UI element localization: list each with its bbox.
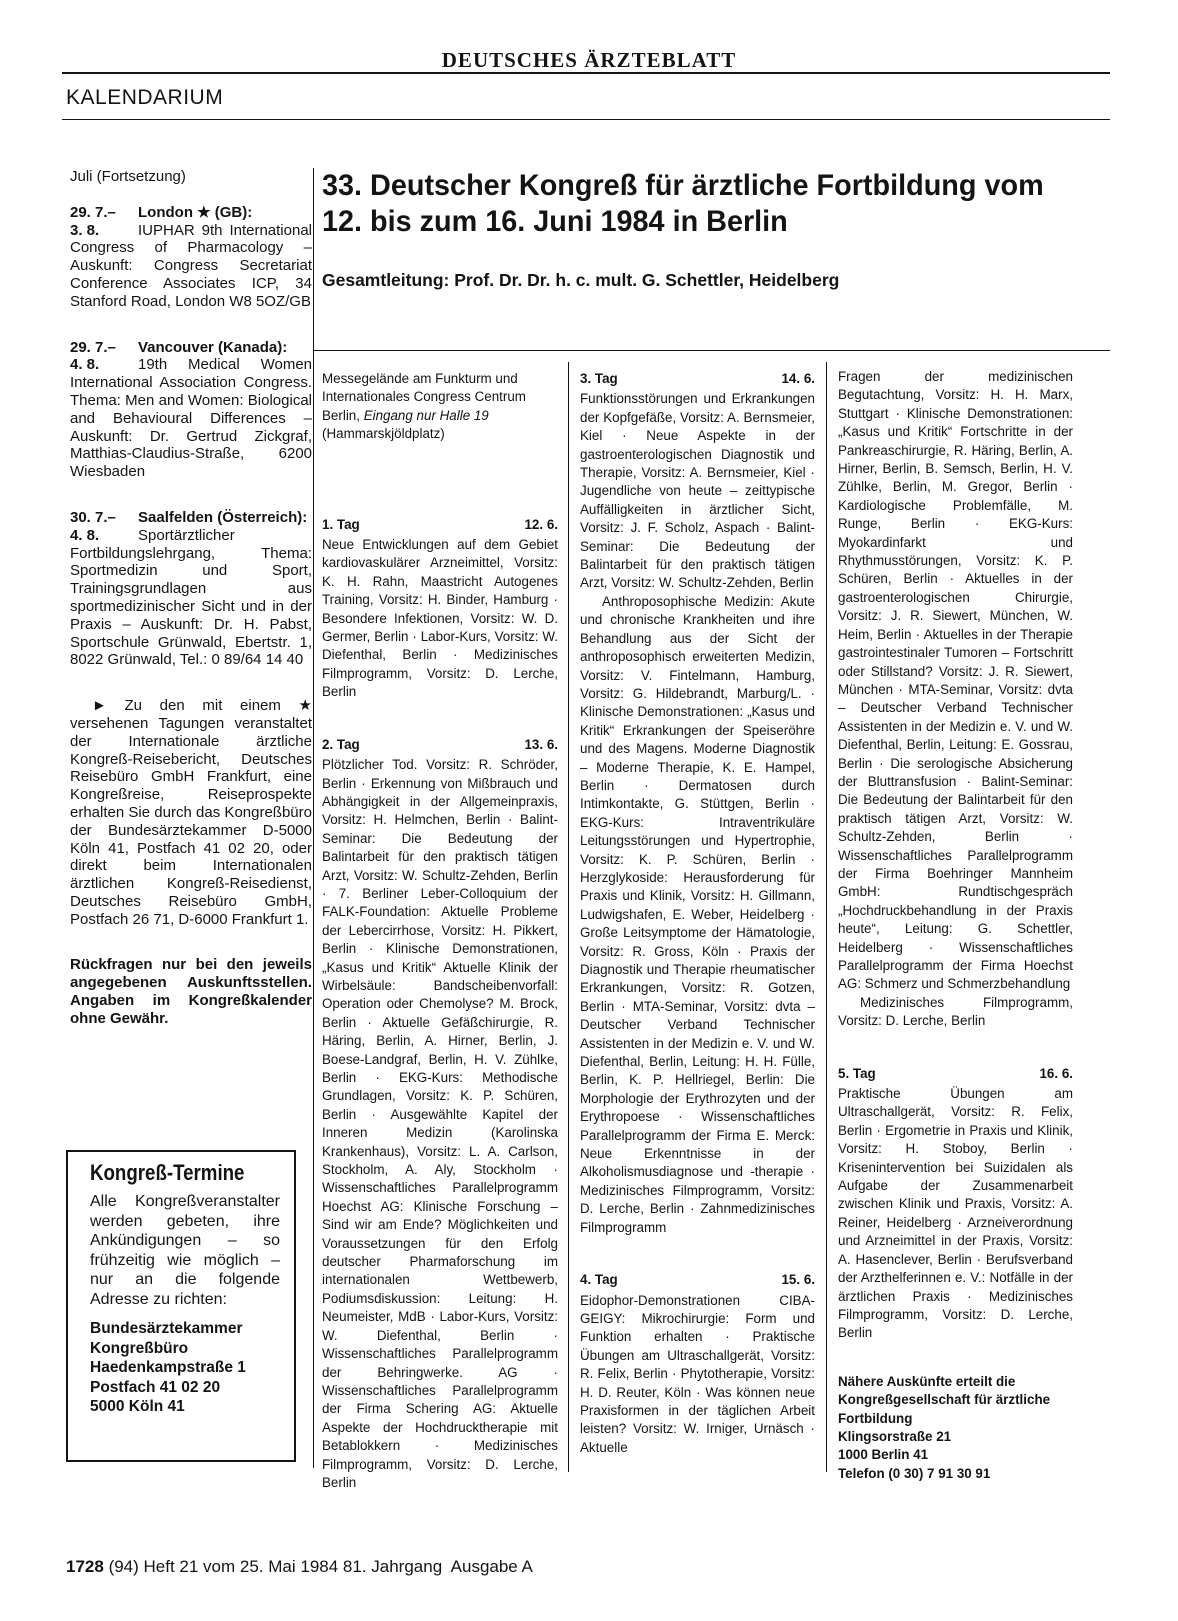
venue-line: Messegelände am Funkturm und Internationales Congress Centrum Berlin, (322, 371, 526, 423)
event-text: IUPHAR 9th International Congress of Pharmacology – Auskunft: Congress Secretariat Conference Associates ICP, 34 Stanford Road, London W8 5OZ/GB (70, 221, 312, 310)
day-label: 5. Tag (838, 1065, 876, 1081)
day-4 (580, 1271, 815, 1457)
address-line: Postfach 41 02 20 (90, 1378, 221, 1396)
event-city: Vancouver (Kanada): (138, 338, 288, 356)
section-title: KALENDARIUM (66, 86, 224, 109)
venue-text (322, 370, 558, 444)
contact-line: 1000 Berlin 41 (838, 1447, 929, 1463)
page-footer (66, 1557, 533, 1577)
day-1 (322, 516, 558, 702)
contact-block (838, 1373, 1073, 1483)
article-subline: Gesamtleitung: Prof. Dr. Dr. h. c. mult. G. Schettler, Heidelberg (322, 270, 840, 290)
address-line: 5000 Köln 41 (90, 1398, 185, 1415)
event-text: Sportärztlicher Fortbildungslehrgang, Thema: Sportmedizin und Sport, Trainingsgrundlagen aus sportmedizinischer Sicht und in der Praxis – Auskunft: Dr. H. Pabst, Sportschule Grünwald, Ebertstr. 1, 8022 Grünwald, Tel.: 0 89/64 14 40 (70, 526, 312, 669)
day-text: Praktische Übungen am Ultraschallgerät, Vorsitz: R. Felix, Berlin · Ergometrie in Praxis und Klinik, Vorsitz: H. Stoboy, Berlin · Krisenintervention bei Suizidalen als Aufgabe der Zusammenarbeit zwischen Klinik und Praxis, Vorsitz: A. Reiner, Heidelberg · Arzneiverordnung und Arzneimittel in der Praxis, Vorsitz: A. Hasenclever, Berlin · Berufsverband der Arzthelferinnen e. V.: Notfälle in der ärztlichen Praxis · Medizinisches Filmprogramm, Vorsitz: D. Lerche, Berlin (838, 1086, 1073, 1341)
day-3 (580, 370, 815, 1237)
contact-line: Klingsorstraße 21 (838, 1428, 952, 1444)
day-date: 12. 6. (524, 516, 558, 532)
day-text-continued: Anthroposophische Medizin: Akute und chronische Krankheiten und ihre Behandlung aus der Sicht der anthroposophisch erweiterten Medizin, Vorsitz: V. Fintelmann, Hamburg, Vorsitz: G. Hildebrandt, Marburg/L. · Klinische Demonstrationen: „Kasus und Kritik“ Erkrankungen der Speiseröhre und des Magens. Moderne Diagnostik – Moderne Therapie, K. E. Hampel, Berlin · Dermatosen durch Intimkontakte, G. Stüttgen, Berlin · EKG-Kurs: Intraventrikuläre Leitungsstörungen und Hypertrophie, Vorsitz: K. P. Schüren, Berlin · Herzglykoside: Herausforderung für Praxis und Klinik, Vorsitz: H. Gillmann, Ludwigshafen, E. Weber, Heidelberg · Große Leitsymptome der Hämatologie, Vorsitz: R. Gross, Köln · Praxis der Diagnostik und Therapie rheumatischer Erkrankungen, Vorsitz: R. Gotzen, Berlin · MTA-Seminar, Vorsitz: dvta – Deutscher Verband Technischer Assistenten in der Medizin e. V. und W. Diefenthal, Berlin, Leitung: H. H. Fülle, Berlin, K. P. Hellriegel, Berlin: Die Morphologie der Erythrozyten und der Erythropoese · Wissenschaftliches Parallelprogramm der Firma E. Merck: Neue Erkenntnisse in der Alkoholismusdiagnose und -therapie · Medizinisches Filmprogramm, Vorsitz: D. Lerche, Berlin · Zahnmedizinisches Filmprogramm (580, 593, 815, 1235)
day-label: 4. Tag (580, 1272, 618, 1288)
day-2 (322, 736, 558, 1493)
divider-col1 (568, 362, 569, 1472)
article-headline: 33. Deutscher Kongreß für ärztliche Fortbildung vom 12. bis zum 16. Juni 1984 in Berlin (322, 169, 1044, 238)
day-text: Plötzlicher Tod. Vorsitz: R. Schröder, Berlin · Erkennung von Mißbrauch und Abhängigkeit in der Allgemeinpraxis, Vorsitz: H. Helmchen, Berlin · Balint-Seminar: Die Bedeutung der Balintarbeit für den praktisch tätigen Arzt, Vorsitz: W. Schultz-Zehden, Berlin · 7. Berliner Leber-Colloquium der FALK-Foundation: Aktuelle Probleme der Lebercirrhose, Vorsitz: H. Pikkert, Berlin · Klinische Demonstrationen, „Kasus und Kritik“ Aktuelle Klinik der Wirbelsäule: Bandscheibenvorfall: Operation oder Chemolyse? M. Brock, Berlin · Aktuelle Gefäßchirurgie, R. Häring, Berlin, A. Hirner, Berlin, J. Boese-Landgraf, Berlin, H. V. Zühlke, Berlin · EKG-Kurs: Methodische Grundlagen, Vorsitz: K. P. Schüren, Berlin · Ausgewählte Kapitel der Inneren Medizin (Karolinska Krankenhaus), Vorsitz: L. A. Carlson, Stockholm, A. Aly, Stockholm · Wissenschaftliches Parallelprogramm Hoechst AG: Klinische Forschung – Sind wir am Ende? Möglichkeiten und Voraussetzungen für den Erfolg deutscher Pharmaforschung im internationalen Wettbewerb, Podiumsdiskussion: Leitung: H. Neumeister, MdB · Labor-Kurs, Vorsitz: W. Diefenthal, Berlin · Wissenschaftliches Parallelprogramm der Behringwerke. AG · Wissenschaftliches Parallelprogramm der Firma Schering AG: Aktuelle Aspekte der Hochdrucktherapie mit Betablokkern · Medizinisches Filmprogramm, Vorsitz: D. Lerche, Berlin (322, 757, 558, 1490)
day-date: 16. 6. (1039, 1065, 1073, 1081)
day-4-continued: Fragen der medizinischen Begutachtung, Vorsitz: H. H. Marx, Stuttgart · Klinische Demonstrationen: „Kasus und Kritik“ Fortschritte in der Pankreaschirurgie, R. Häring, Berlin, A. Hirner, Berlin, B. Semsch, Berlin, H. V. Zühlke, Berlin, M. Gregor, Berlin · Kardiologische Problemfälle, M. Runge, Berlin · EKG-Kurs: Myokardinfarkt und Rhythmusstörungen, Vorsitz: K. P. Schüren, Berlin · Aktuelles in der gastroenterologischen Chirurgie, Vorsitz: J. R. Siewert, München, W. Heim, Berlin · Aktuelles in der Therapie gastrointestinaler Tumoren – Fortschritt oder Stillstand? Vorsitz: J. R. Siewert, München · MTA-Seminar, Vorsitz: dvta – Deutscher Verband Technischer Assistenten in der Medizin e. V. und W. Diefenthal, Berlin, Leitung: E. Gossrau, Berlin · Die serologische Absicherung der Bluttransfusion · Balint-Seminar: Die Bedeutung der Balintarbeit für den praktisch tätigen Arzt, Vorsitz: W. Schultz-Zehden, Berlin · Wissenschaftliches Parallelprogramm der Firma Boehringer Mannheim GmbH: Rundtischgespräch „Hochdruckbehandlung in der Praxis heute“, Leitung: G. Schettler, Heidelberg · Wissenschaftliches Parallelprogramm der Firma Hoechst AG: Schmerz und Schmerzbehandlung (838, 369, 1073, 992)
event-city: Saalfelden (Österreich): (138, 508, 308, 526)
day-date: 15. 6. (781, 1272, 815, 1288)
page-number: 1728 (66, 1557, 104, 1576)
masthead: DEUTSCHES ÄRZTEBLATT (441, 48, 737, 72)
venue-line-end: (Hammarskjöldplatz) (322, 426, 445, 442)
event-dates: 29. 7.– 4. 8. (70, 338, 116, 374)
body-column-2 (580, 370, 815, 1457)
box-address (90, 1319, 280, 1417)
event-dates: 30. 7.– 4. 8. (70, 508, 116, 544)
day-label: 2. Tag (322, 736, 360, 752)
divider-col2 (826, 362, 827, 1472)
disclaimer: Rückfragen nur bei den jeweils angegebenen Auskunftsstellen. Angaben im Kongreßkalender ohne Gewähr. (70, 956, 312, 1027)
left-column (70, 168, 312, 1028)
contact-line: Telefon (0 30) 7 91 30 91 (838, 1465, 991, 1481)
travel-note: ► Zu den mit einem ★ versehenen Tagungen veranstaltet der Internationale ärztliche Kongreß-Reisebericht, Deutsches Reisebüro GmbH Frankfurt, eine Kongreßreise, Reiseprospekte erhalten Sie durch das Kongreßbüro der Bundesärztekammer D-5000 Köln 41, Postfach 41 02 20, oder direkt beim Internationalen ärztlichen Kongreß-Reisedienst, Deutsches Reisebüro GmbH, Postfach 26 71, D-6000 Frankfurt 1. (70, 697, 312, 928)
headline-rule (313, 350, 1110, 351)
box-title: Kongreß-Termine (90, 1160, 245, 1185)
day-date: 13. 6. (524, 736, 558, 752)
day-label: 3. Tag (580, 371, 618, 386)
address-line: Bundesärztekammer (90, 1320, 243, 1337)
event-text: 19th Medical Women International Association Congress. Thema: Men and Women: Biological and Behavioural Differences – Auskunft: Dr. Gertrud Zickgraf, Matthias-Claudius-Straße, 6200 Wiesbaden (70, 356, 312, 481)
venue-entrance: Eingang nur Halle 19 (363, 407, 489, 423)
day-date: 14. 6. (781, 371, 815, 386)
day-text: Eidophor-Demonstrationen CIBA-GEIGY: Mikrochirurgie: Form und Funktion erhalten · Praktische Übungen am Ultraschallgerät, Vorsitz: R. Felix, Berlin · Phytotherapie, Vorsitz: H. D. Reuter, Köln · Was können neue Praxisformen in der täglichen Arbeit leisten? Vorsitz: W. Irniger, Urnäsch · Aktuelle (580, 1292, 815, 1455)
month-label: Juli (Fortsetzung) (70, 168, 186, 185)
day-text: Funktionsstörungen und Erkrankungen der Kopfgefäße, Vorsitz: A. Bernsmeier, Kiel · Neue Aspekte in der gastroenterologischen Diagnostik und Therapie, Vorsitz: A. Bernsmeier, Kiel · Jugendliche von heute – zeittypische Auffälligkeiten in ärztlicher Sicht, Vorsitz: J. F. Scholz, Aspach · Balint-Seminar: Die Bedeutung der Balintarbeit für den praktisch tätigen Arzt, Vorsitz: W. Schultz-Zehden, Berlin (580, 391, 815, 591)
issue-info: (94) Heft 21 vom 25. Mai 1984 81. Jahrgang Ausgabe A (108, 1557, 533, 1576)
divider-left (313, 168, 314, 1468)
address-line: Kongreßbüro (90, 1339, 189, 1357)
masthead-rule (62, 72, 1110, 74)
day-label: 1. Tag (322, 516, 360, 532)
body-column-1 (322, 370, 558, 1492)
box-text: Alle Kongreßveranstalter werden gebeten, ihre Ankündigungen – so frühzeitig wie möglich – nur an die folgende Adresse zu richten: (90, 1193, 280, 1308)
kongress-termine-box (66, 1150, 296, 1462)
body-column-3 (838, 368, 1073, 1483)
day-text: Neue Entwicklungen auf dem Gebiet kardiovaskulärer Arzneimittel, Vorsitz: K. H. Rahn, Maastricht Autogenes Training, Vorsitz: H. Binder, Hamburg · Besondere Infektionen, Vorsitz: W. D. Germer, Berlin · Labor-Kurs, Vorsitz: W. Diefenthal, Berlin · Medizinisches Filmprogramm, Vorsitz: D. Lerche, Berlin (322, 537, 558, 700)
contact-line: Nähere Auskünfte erteilt die Kongreßgesellschaft für ärztliche Fortbildung (838, 1373, 1051, 1426)
day-5 (838, 1065, 1073, 1343)
event-city: London ★ (GB): (138, 203, 253, 221)
day-4-film: Medizinisches Filmprogramm, Vorsitz: D. Lerche, Berlin (838, 994, 1073, 1029)
event-dates: 29. 7.– 3. 8. (70, 203, 116, 239)
section-rule (62, 119, 1110, 120)
address-line: Haedenkampstraße 1 (90, 1359, 246, 1376)
